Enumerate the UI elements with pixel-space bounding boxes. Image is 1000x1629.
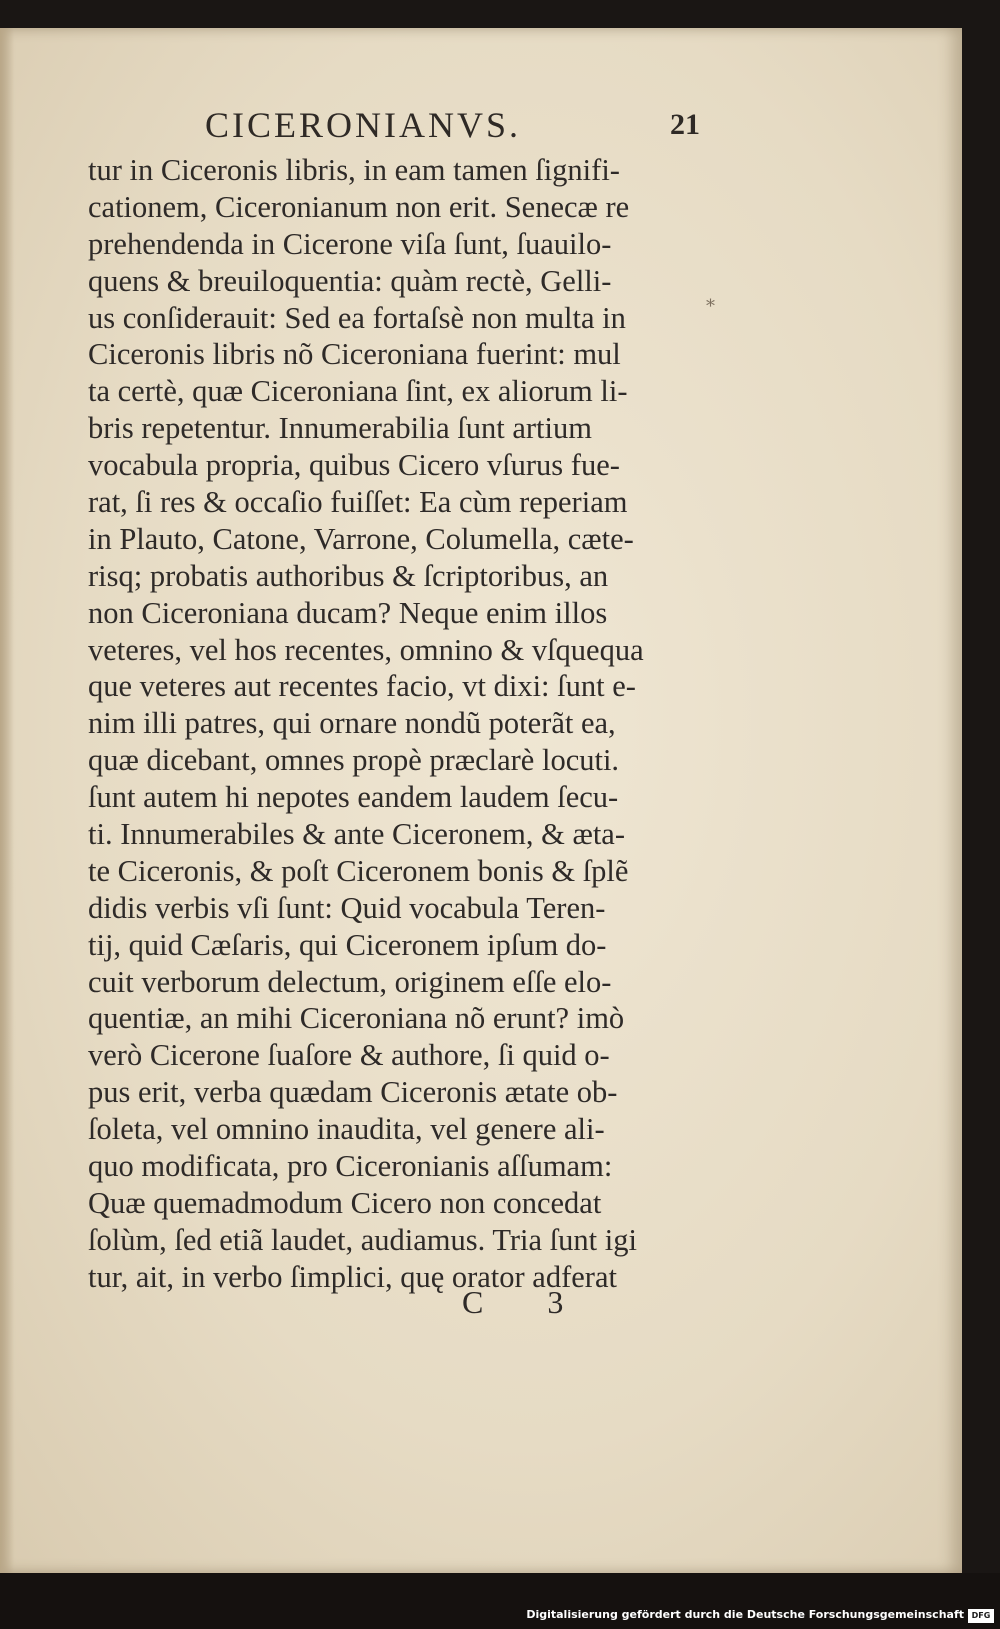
text-line: verò Cicerone ſuaſore & authore, ſi quid o- bbox=[88, 1038, 610, 1073]
text-line: Ciceronis libris nõ Ciceroniana fuerint: mul bbox=[88, 337, 621, 372]
text-line: ſolùm, ſed etiã laudet, audiamus. Tria ſunt igi bbox=[88, 1222, 637, 1257]
scan-footer bbox=[0, 1573, 1000, 1629]
text-line: didis verbis vſi ſunt: Quid vocabula Teren- bbox=[88, 890, 606, 925]
text-line: cuit verborum delectum, originem eſſe elo- bbox=[88, 964, 612, 999]
running-title: CICERONIANVS. bbox=[205, 105, 522, 145]
text-line: vocabula propria, quibus Cicero vſurus fue- bbox=[88, 448, 620, 483]
page-number: 21 bbox=[670, 108, 700, 141]
body-text bbox=[88, 152, 728, 1296]
page-gutter-shadow bbox=[0, 28, 14, 1573]
text-line: ti. Innumerabiles & ante Ciceronem, & æta- bbox=[88, 817, 625, 852]
text-line: que veteres aut recentes facio, vt dixi: ſunt e- bbox=[88, 669, 636, 704]
text-line: ſoleta, vel omnino inaudita, vel genere ali- bbox=[88, 1112, 605, 1147]
dfg-logo: DFG bbox=[968, 1609, 994, 1623]
text-line: tij, quid Cæſaris, qui Ciceronem ipſum do- bbox=[88, 927, 607, 962]
text-line: pus erit, verba quædam Ciceronis ætate ob- bbox=[88, 1075, 618, 1110]
text-line: us conſiderauit: Sed ea fortaſsè non multa in bbox=[88, 300, 626, 335]
text-line: quentiæ, an mihi Ciceroniana nõ erunt? imò bbox=[88, 1001, 625, 1036]
text-line: ſunt autem hi nepotes eandem laudem ſecu- bbox=[88, 780, 619, 815]
text-line: quæ dicebant, omnes propè præclarè locuti. bbox=[88, 743, 620, 778]
text-line: te Ciceronis, & poſt Ciceronem bonis & ſplẽ bbox=[88, 853, 629, 888]
page-header bbox=[0, 104, 962, 148]
text-line: in Plauto, Catone, Varrone, Columella, cæte- bbox=[88, 521, 634, 556]
text-line: tur in Ciceronis libris, in eam tamen ſignifi- bbox=[88, 153, 620, 187]
text-line: non Ciceroniana ducam? Neque enim illos bbox=[88, 595, 608, 630]
margin-mark: * bbox=[706, 296, 715, 317]
text-line: rat, ſi res & occaſio fuiſſet: Ea cùm reperiam bbox=[88, 485, 628, 520]
funding-note: Digitalisierung gefördert durch die Deutsche Forschungsgemeinschaft bbox=[526, 1608, 964, 1621]
text-line: quens & breuiloquentia: quàm rectè, Gelli- bbox=[88, 263, 612, 298]
text-line: bris repetentur. Innumerabilia ſunt artium bbox=[88, 411, 592, 446]
text-line: prehendenda in Cicerone viſa ſunt, ſuauilo- bbox=[88, 226, 612, 261]
text-line: cationem, Ciceronianum non erit. Senecæ re bbox=[88, 189, 630, 224]
text-line: quo modificata, pro Ciceronianis aſſumam: bbox=[88, 1149, 613, 1184]
text-line: veteres, vel hos recentes, omnino & vſquequa bbox=[88, 632, 644, 667]
text-line: tur, ait, in verbo ſimplici, quę orator adferat bbox=[88, 1259, 617, 1294]
text-line: Quæ quemadmodum Cicero non concedat bbox=[88, 1185, 602, 1220]
text-line: risq; probatis authoribus & ſcriptoribus, an bbox=[88, 558, 609, 593]
signature-mark: C 3 bbox=[462, 1284, 592, 1320]
text-line: ta certè, quæ Ciceroniana ſint, ex aliorum li- bbox=[88, 374, 628, 409]
text-line: nim illi patres, qui ornare nondũ poterãt ea, bbox=[88, 706, 616, 741]
